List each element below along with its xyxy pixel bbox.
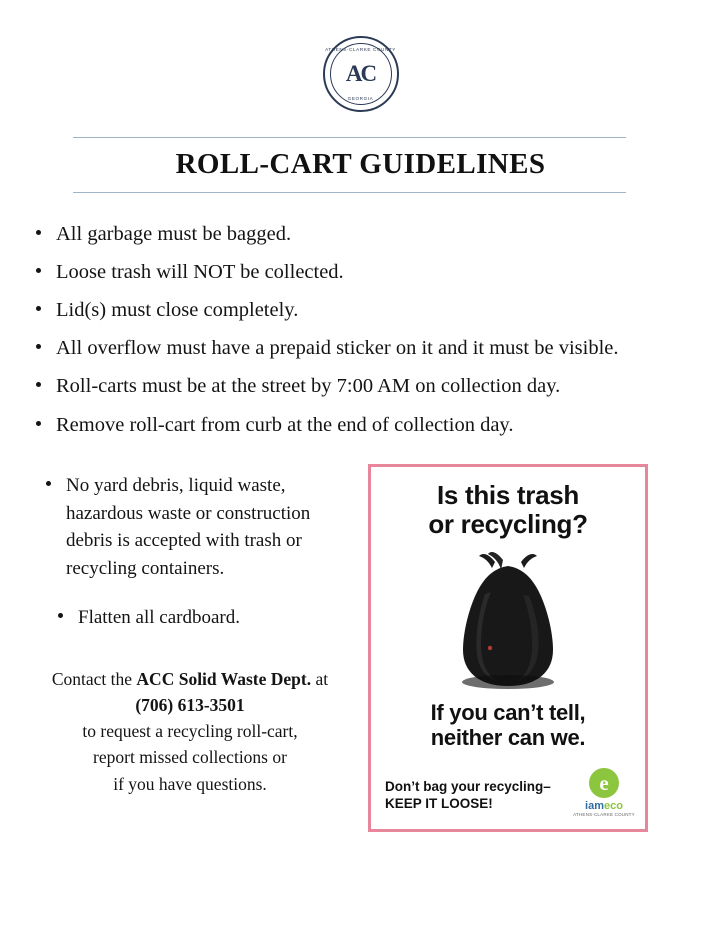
iameco-logo bbox=[573, 768, 635, 817]
list-item-text: Loose trash will NOT be collected. bbox=[56, 261, 344, 284]
bullet-dot-icon bbox=[36, 382, 41, 387]
contact-org: ACC Solid Waste Dept. bbox=[136, 668, 312, 689]
county-seal bbox=[0, 36, 721, 112]
list-item-text: All garbage must be bagged. bbox=[56, 223, 292, 245]
list-item-text: Lid(s) must close completely. bbox=[56, 299, 299, 322]
poster-headline-line2: or recycling? bbox=[428, 508, 588, 539]
eco-logo-name-part2: eco bbox=[604, 800, 623, 812]
list-item-text: Flatten all cardboard. bbox=[78, 607, 240, 629]
list-item bbox=[28, 411, 688, 440]
lower-left-column bbox=[40, 472, 340, 797]
seal-bottom-text: GEORGIA bbox=[347, 96, 374, 101]
list-item bbox=[28, 372, 688, 401]
eco-logo-subtext: ATHENS-CLARKE COUNTY bbox=[573, 812, 635, 817]
page-title: ROLL-CART GUIDELINES bbox=[175, 148, 546, 180]
bullet-dot-icon bbox=[46, 481, 51, 486]
list-item bbox=[52, 604, 340, 632]
recycling-poster bbox=[368, 464, 648, 832]
list-item-text: All overflow must have a prepaid sticker on it and it must be visible. bbox=[56, 337, 619, 360]
contact-mid: at bbox=[311, 668, 329, 689]
eco-logo-name bbox=[573, 800, 635, 812]
contact-line4: if you have questions. bbox=[113, 773, 267, 794]
eco-mark-icon: e bbox=[589, 768, 619, 798]
trash-bag-icon bbox=[433, 550, 583, 695]
poster-tagline-line1: Don’t bag your recycling– bbox=[385, 779, 551, 795]
trash-bag-illustration bbox=[371, 544, 645, 694]
eco-logo-name-part1: iam bbox=[585, 800, 604, 812]
poster-tagline-line2: KEEP IT LOOSE! bbox=[385, 796, 493, 812]
bullet-dot-icon bbox=[36, 268, 41, 273]
contact-phone: (706) 613-3501 bbox=[135, 694, 245, 715]
guidelines-list bbox=[28, 220, 688, 449]
contact-block bbox=[40, 666, 340, 797]
list-item bbox=[28, 296, 688, 325]
bullet-dot-icon bbox=[36, 344, 41, 349]
poster-headline bbox=[371, 481, 645, 538]
title-rule-bottom bbox=[73, 192, 626, 193]
list-item bbox=[40, 472, 340, 582]
list-item bbox=[28, 334, 688, 363]
list-item-text: Roll-carts must be at the street by 7:00 AM on collection day. bbox=[56, 375, 561, 398]
poster-footline-line2: neither can we. bbox=[430, 725, 586, 751]
contact-prefix: Contact the bbox=[51, 668, 137, 689]
bullet-dot-icon bbox=[58, 613, 63, 618]
poster-tagline bbox=[385, 779, 567, 813]
contact-line2: to request a recycling roll-cart, bbox=[82, 721, 298, 742]
seal-monogram: AC bbox=[345, 61, 376, 86]
bullet-dot-icon bbox=[36, 230, 41, 235]
list-item bbox=[28, 258, 688, 287]
poster-footline-line1: If you can’t tell, bbox=[430, 700, 586, 726]
seal-circle bbox=[323, 36, 399, 112]
poster-footline bbox=[371, 700, 645, 751]
list-item-text: Remove roll-cart from curb at the end of collection day. bbox=[56, 413, 514, 436]
title-rule-top bbox=[73, 137, 626, 138]
bullet-dot-icon bbox=[36, 421, 41, 426]
poster-headline-line1: Is this trash bbox=[436, 480, 580, 510]
list-item-text: No yard debris, liquid waste, hazardous waste or construction debris is accepted with trash or recycling containers. bbox=[66, 475, 311, 579]
contact-line3: report missed collections or bbox=[93, 747, 287, 768]
seal-top-text: ATHENS-CLARKE COUNTY bbox=[325, 47, 396, 52]
list-item bbox=[28, 220, 688, 249]
bullet-dot-icon bbox=[36, 306, 41, 311]
